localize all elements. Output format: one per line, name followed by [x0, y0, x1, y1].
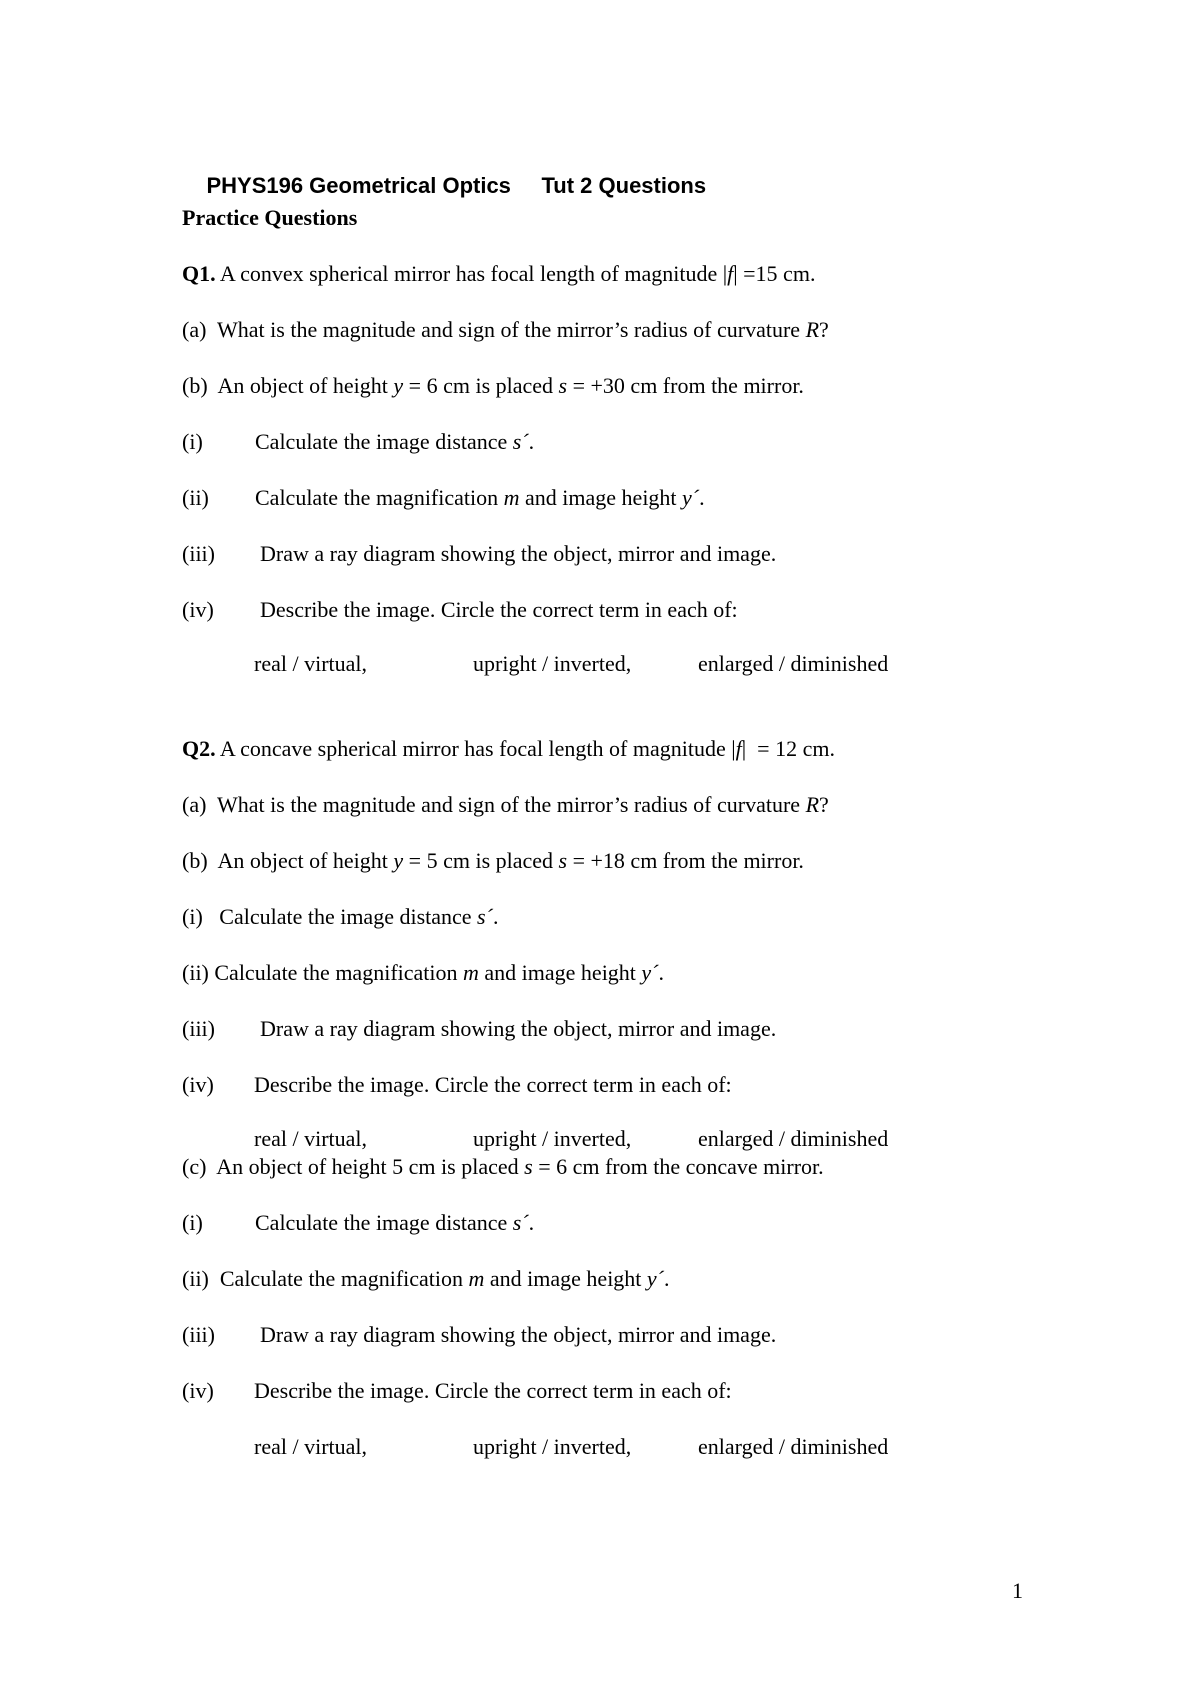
q2-stem-var: f — [735, 736, 742, 761]
q1-b-ii-number: (ii) — [182, 485, 209, 510]
q1-ii-var-m: m — [503, 485, 520, 510]
q2-cii-end: . — [664, 1266, 670, 1291]
q1-b-end: = +30 cm from the mirror. — [567, 373, 804, 398]
q1-a-var: R — [805, 317, 820, 342]
q1-ii-end: . — [699, 485, 705, 510]
q2-a-end: ? — [819, 792, 829, 817]
q2-c-iv-text: Describe the image. Circle the correct term in each of: — [254, 1378, 732, 1403]
q1-choice-enlarged-diminished: enlarged / diminished — [698, 651, 889, 676]
q2-b-iv-text: Describe the image. Circle the correct term in each of: — [254, 1072, 732, 1097]
q1-stem-var: f — [727, 261, 734, 286]
q2-cii-mid: and image height — [484, 1266, 647, 1291]
q2-choice-enlarged-diminished: enlarged / diminished — [698, 1126, 889, 1151]
q2-i-var: s´ — [477, 904, 493, 929]
q2-part-c — [182, 1154, 824, 1180]
q2-label: Q2. — [182, 736, 216, 761]
q2-b-iv-number: (iv) — [182, 1072, 214, 1097]
q1-label: Q1. — [182, 261, 216, 286]
q1-ii-var-y: y´ — [682, 485, 700, 510]
q2-c-iii-number: (iii) — [182, 1322, 215, 1347]
q1-part-b — [182, 373, 804, 399]
q1-stem-text: A convex spherical mirror has focal length of magnitude | — [219, 261, 728, 286]
q1-b-iv-number: (iv) — [182, 597, 214, 622]
q2-c-var-s: s — [524, 1154, 533, 1179]
q2-c-choice-enlarged-diminished: enlarged / diminished — [698, 1434, 889, 1459]
q2-stem-end: | = 12 cm. — [741, 736, 835, 761]
q2-ii-var-m: m — [463, 960, 479, 985]
q2-c-iii-text: Draw a ray diagram showing the object, mirror and image. — [260, 1322, 777, 1347]
q2-ci-var: s´ — [512, 1210, 529, 1235]
q1-b-var-s: s — [558, 373, 568, 398]
q1-a-end: ? — [819, 317, 829, 342]
q2-c-iv-number: (iv) — [182, 1378, 214, 1403]
q1-i-var: s´ — [512, 429, 529, 454]
q2-i-end: . — [492, 904, 499, 929]
q2-a-text: (a) What is the magnitude and sign of the mirror’s radius of curvature — [182, 792, 806, 817]
q1-b-iv-text: Describe the image. Circle the correct term in each of: — [260, 597, 738, 622]
q2-c-choice-upright-inverted: upright / inverted, — [473, 1434, 632, 1459]
q2-b-text: (b) An object of height — [182, 848, 394, 873]
q2-choice-real-virtual: real / virtual, — [254, 1126, 368, 1151]
q2-stem — [182, 736, 835, 762]
q2-choice-upright-inverted: upright / inverted, — [473, 1126, 632, 1151]
q2-b-var-y: y — [393, 848, 404, 873]
q2-b-ii — [182, 960, 664, 986]
q2-c-choice-real-virtual: real / virtual, — [254, 1434, 368, 1459]
q1-a-text: (a) What is the magnitude and sign of the mirror’s radius of curvature — [182, 317, 806, 342]
section-title: Practice Questions — [182, 205, 358, 230]
q1-b-ii-text — [255, 485, 705, 511]
q1-b-iii-number: (iii) — [182, 541, 215, 566]
q2-c-text: (c) An object of height 5 cm is placed — [182, 1154, 525, 1179]
q1-i-text: Calculate the image distance — [255, 429, 513, 454]
q2-ii-text: (ii) Calculate the magnification — [182, 960, 464, 985]
q2-ii-var-y: y´ — [641, 960, 659, 985]
q2-c-i-text — [255, 1210, 534, 1236]
q2-c-ii — [182, 1266, 670, 1292]
q2-b-iii-number: (iii) — [182, 1016, 215, 1041]
q2-a-var: R — [805, 792, 820, 817]
q1-stem-end: | =15 cm. — [733, 261, 816, 286]
q1-part-a — [182, 317, 829, 343]
q2-c-i-number: (i) — [182, 1210, 203, 1235]
q2-stem-text: A concave spherical mirror has focal length of magnitude | — [219, 736, 736, 761]
q2-i-text: (i) Calculate the image distance — [182, 904, 478, 929]
q2-b-mid: = 5 cm is placed — [403, 848, 559, 873]
q2-b-end: = +18 cm from the mirror. — [567, 848, 804, 873]
q2-part-a — [182, 792, 829, 818]
q1-b-mid: = 6 cm is placed — [403, 373, 559, 398]
tutorial-name: Tut 2 Questions — [541, 173, 707, 198]
q1-b-i-text — [255, 429, 534, 455]
q2-ci-end: . — [528, 1210, 535, 1235]
q1-choice-real-virtual: real / virtual, — [254, 651, 368, 676]
q2-b-i — [182, 904, 498, 930]
q2-ii-mid: and image height — [478, 960, 642, 985]
q2-ii-end: . — [658, 960, 665, 985]
q2-part-b — [182, 848, 804, 874]
q2-cii-var-y: y´ — [646, 1266, 665, 1291]
q2-ci-text: Calculate the image distance — [255, 1210, 513, 1235]
q2-b-var-s: s — [558, 848, 568, 873]
q1-stem — [182, 261, 815, 287]
q1-b-var-y: y — [393, 373, 404, 398]
course-name: PHYS196 Geometrical Optics — [206, 173, 511, 198]
q1-b-i-number: (i) — [182, 429, 203, 454]
q2-cii-var-m: m — [468, 1266, 485, 1291]
q1-choice-upright-inverted: upright / inverted, — [473, 651, 632, 676]
q2-b-iii-text: Draw a ray diagram showing the object, mirror and image. — [260, 1016, 777, 1041]
page-number: 1 — [1012, 1578, 1023, 1603]
q1-b-text: (b) An object of height — [182, 373, 394, 398]
q1-b-iii-text: Draw a ray diagram showing the object, mirror and image. — [260, 541, 777, 566]
q2-cii-text: (ii) Calculate the magnification — [182, 1266, 469, 1291]
q2-c-end: = 6 cm from the concave mirror. — [532, 1154, 824, 1179]
q1-i-end: . — [528, 429, 535, 454]
q1-ii-mid: and image height — [519, 485, 683, 510]
q1-ii-text: Calculate the magnification — [255, 485, 504, 510]
